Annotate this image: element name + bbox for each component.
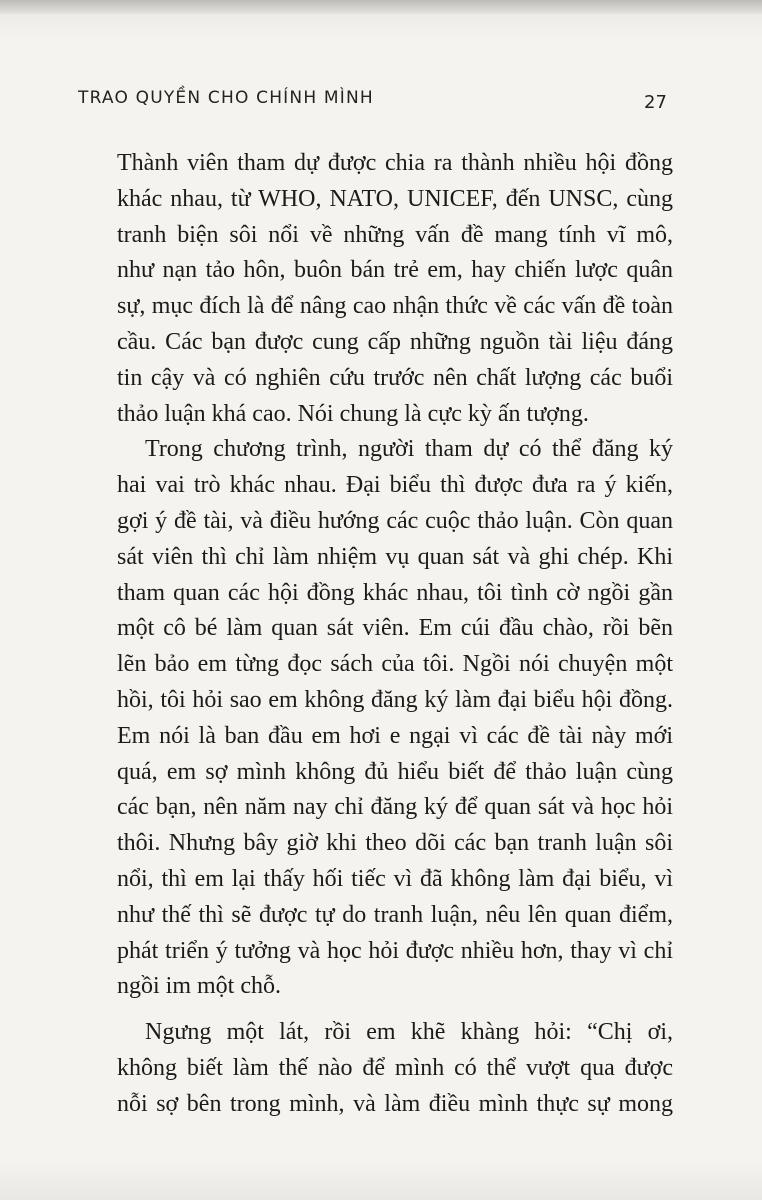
text-line: tham quan các hội đồng khác nhau, tôi tình cờ ngồi gần [117, 579, 673, 606]
text-line: phát triển ý tưởng và học hỏi được nhiều hơn, thay vì chỉ [117, 937, 673, 964]
paragraph-3 [117, 1015, 673, 1122]
text-line: Em nói là ban đầu em hơi e ngại vì các đề tài này mới [117, 722, 673, 749]
body-text [117, 146, 673, 1123]
text-line: hồi, tôi hỏi sao em không đăng ký làm đại biểu hội đồng. [117, 686, 673, 713]
text-line: hai vai trò khác nhau. Đại biểu thì được đưa ra ý kiến, [117, 472, 673, 499]
text-line: nổi, thì em lại thấy hối tiếc vì đã không làm đại biểu, vì [117, 865, 673, 892]
text-line: ngồi im một chỗ. [117, 973, 281, 1000]
text-line: không biết làm thế nào để mình có thể vượt qua được [117, 1054, 673, 1081]
text-line: nỗi sợ bên trong mình, và làm điều mình thực sự mong [117, 1090, 673, 1117]
text-line: gợi ý đề tài, và điều hướng các cuộc thảo luận. Còn quan [117, 507, 673, 534]
text-line: thảo luận khá cao. Nói chung là cực kỳ ấn tượng. [117, 400, 589, 427]
text-line: tin cậy và có nghiên cứu trước nên chất lượng các buổi [117, 364, 673, 391]
text-line: Trong chương trình, người tham dự có thể đăng ký [145, 436, 673, 463]
text-line: sát viên thì chỉ làm nhiệm vụ quan sát và ghi chép. Khi [117, 543, 673, 570]
text-line: các bạn, nên năm nay chỉ đăng ký để quan sát và học hỏi [117, 794, 673, 821]
paragraph-gap [117, 1005, 673, 1015]
running-head: TRAO QUYỀN CHO CHÍNH MÌNH [78, 88, 374, 108]
text-line: Thành viên tham dự được chia ra thành nhiều hội đồng [117, 150, 673, 176]
page-number: 27 [644, 92, 667, 113]
text-line: lẽn bảo em từng đọc sách của tôi. Ngồi nói chuyện một [117, 651, 673, 678]
text-line: như nạn tảo hôn, buôn bán trẻ em, hay chiến lược quân [117, 257, 673, 284]
page-top-edge [0, 0, 762, 14]
text-line: sự, mục đích là để nâng cao nhận thức về các vấn đề toàn [117, 293, 673, 320]
paragraph-1 [117, 146, 673, 432]
text-line: Ngưng một lát, rồi em khẽ khàng hỏi: “Chị ơi, [145, 1019, 673, 1046]
text-line: thôi. Nhưng bây giờ khi theo dõi các bạn tranh luận sôi [117, 830, 673, 857]
text-line: tranh biện sôi nổi về những vấn đề mang tính vĩ mô, [117, 221, 673, 248]
text-line: cầu. Các bạn được cung cấp những nguồn tài liệu đáng [117, 328, 673, 355]
text-line: như thế thì sẽ được tự do tranh luận, nêu lên quan điểm, [117, 901, 673, 928]
paragraph-2 [117, 432, 673, 1005]
text-line: quá, em sợ mình không đủ hiểu biết để thảo luận cùng [117, 758, 673, 785]
text-line: khác nhau, từ WHO, NATO, UNICEF, đến UNSC, cùng [117, 185, 673, 212]
text-line: một cô bé làm quan sát viên. Em cúi đầu chào, rồi bẽn [117, 615, 673, 642]
